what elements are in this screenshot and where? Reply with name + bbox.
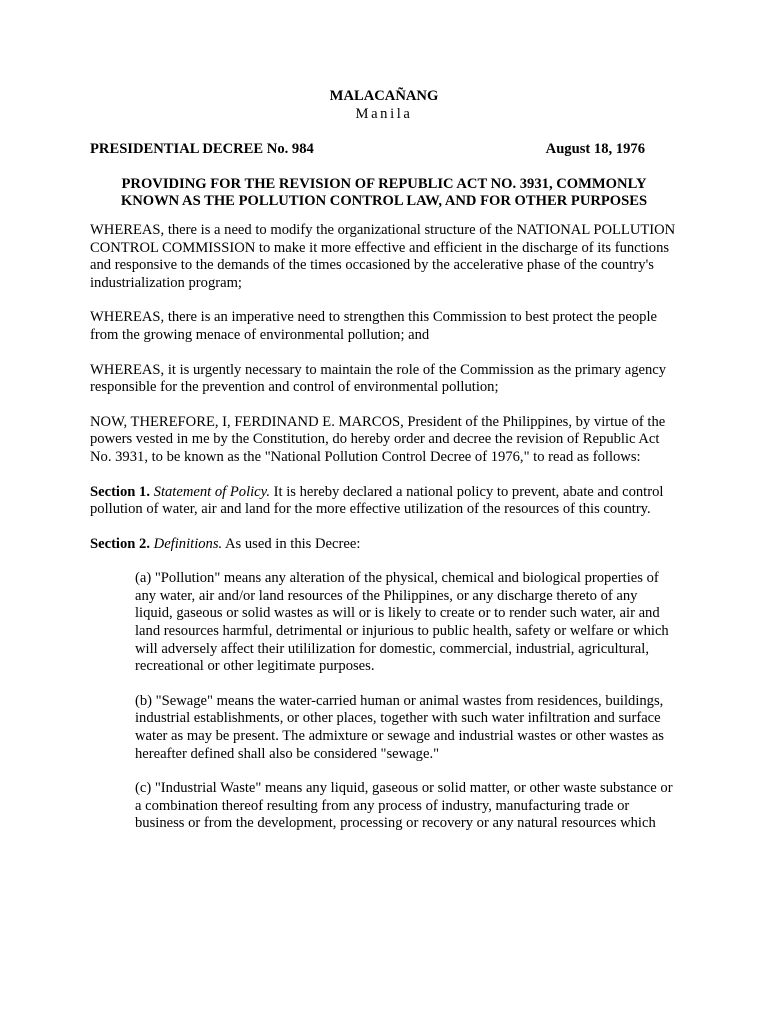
section-1-label: Section 1. (90, 483, 150, 500)
section-1 (90, 484, 678, 519)
enacting-clause: NOW, THEREFORE, I, FERDINAND E. MARCOS, President of the Philippines, by virtue of the powers vested in me by the Constitution, do hereby order and decree the revision of Republic Act No. 3931, to be known as the "National Pollution Control Decree of 1976," to read as follows: (90, 413, 666, 465)
document-page (90, 88, 678, 833)
section-2-text: As used in this Decree: (222, 535, 361, 552)
section-1-text: It is hereby declared a national policy to prevent, abate and control pollution of water, air and land for the more effective utilization of the resources of this country. (90, 483, 664, 518)
section-1-name: Statement of Policy. (153, 483, 270, 500)
definition-c: (c) "Industrial Waste" means any liquid, gaseous or solid matter, or other waste substance or a combination thereof resulting from any process of industry, manufacturing trade or business or from the development, processing or recovery or any natural resources which (135, 780, 673, 832)
section-2 (90, 536, 678, 554)
definition-b: (b) "Sewage" means the water-carried human or animal wastes from residences, buildings, industrial establishments, or other places, together with such water infiltration and surface water as may be present. The admixture or sewage and industrial wastes or other wastes as hereafter defined shall also be considered "sewage." (135, 692, 664, 762)
decree-info-row (90, 141, 678, 159)
whereas-clause-3: WHEREAS, it is urgently necessary to maintain the role of the Commission as the primary agency responsible for the prevention and control of environmental pollution; (90, 361, 667, 396)
decree-date: August 18, 1976 (545, 141, 645, 158)
section-2-name: Definitions. (153, 535, 223, 552)
decree-number: PRESIDENTIAL DECREE No. 984 (90, 141, 314, 158)
section-2-label: Section 2. (90, 535, 150, 552)
definition-a: (a) "Pollution" means any alteration of the physical, chemical and biological properties of any water, air and/or land resources of the Philippines, or any discharge thereto of any liquid, gaseous or solid wastes as will or is likely to create or to render such water, air and land resources harmful, detrimental or injurious to public health, safety or welfare or which will adversely affect their utililization for domestic, commercial, industrial, agricultural, recreational or other legitimate purposes. (135, 570, 669, 675)
city-heading: Manila (355, 105, 413, 122)
office-heading: MALACAÑANG (329, 88, 439, 104)
whereas-clause-1: WHEREAS, there is a need to modify the organizational structure of the NATIONAL POLLUTION CONTROL COMMISSION to make it more effective and efficient in the discharge of its functions and responsive to the demands of the times occasioned by the accelerative phase of the country's industrialization program; (90, 221, 676, 291)
whereas-clause-2: WHEREAS, there is an imperative need to strengthen this Commission to best protect the people from the growing menace of environmental pollution; and (90, 309, 658, 343)
decree-title: PROVIDING FOR THE REVISION OF REPUBLIC ACT NO. 3931, COMMONLY KNOWN AS THE POLLUTION CONTROL LAW, AND FOR OTHER PURPOSES (120, 175, 648, 210)
